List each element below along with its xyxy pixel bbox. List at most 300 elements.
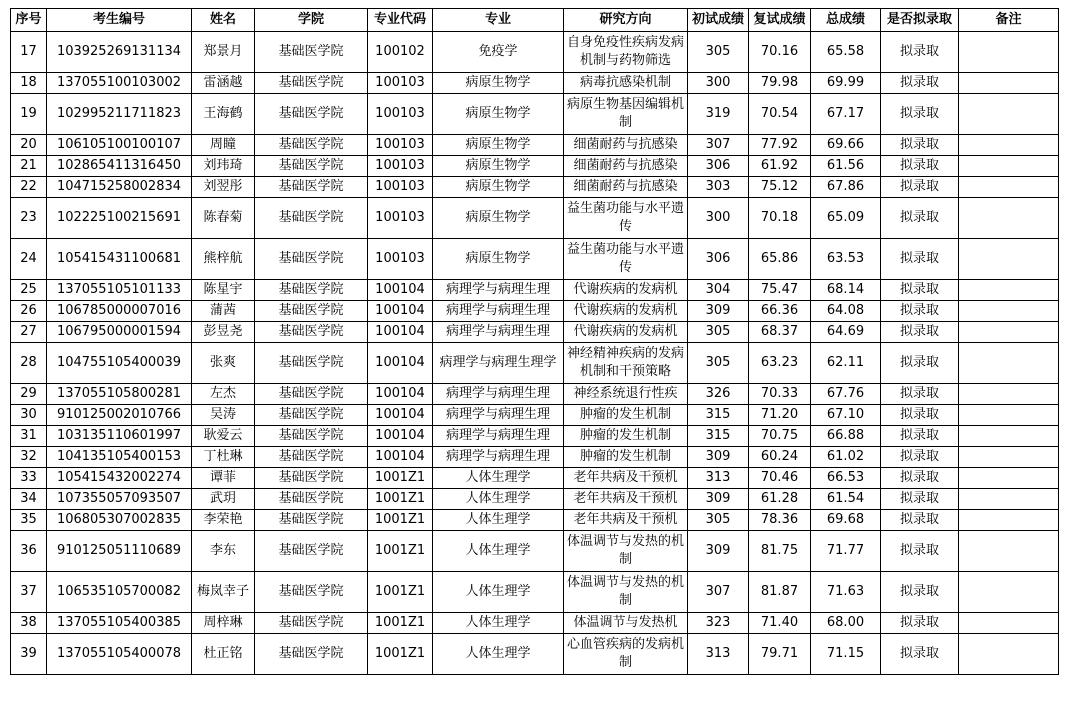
cell-no: 28 (11, 343, 47, 384)
header-cell-college: 学院 (255, 9, 368, 32)
cell-major: 人体生理学 (433, 572, 564, 613)
cell-total: 67.17 (811, 94, 881, 135)
cell-no: 36 (11, 531, 47, 572)
cell-major: 人体生理学 (433, 531, 564, 572)
cell-no: 18 (11, 73, 47, 94)
cell-direction: 细菌耐药与抗感染 (564, 156, 688, 177)
cell-id: 102995211711823 (47, 94, 192, 135)
cell-name: 刘翌彤 (192, 177, 255, 198)
cell-total: 69.66 (811, 135, 881, 156)
cell-total: 71.15 (811, 634, 881, 675)
cell-note (959, 239, 1059, 280)
header-cell-admit: 是否拟录取 (881, 9, 959, 32)
cell-retest: 61.92 (749, 156, 811, 177)
cell-admit: 拟录取 (881, 426, 959, 447)
cell-id: 106105100100107 (47, 135, 192, 156)
cell-prelim: 319 (688, 94, 749, 135)
cell-admit: 拟录取 (881, 405, 959, 426)
cell-no: 21 (11, 156, 47, 177)
cell-total: 67.86 (811, 177, 881, 198)
cell-college: 基础医学院 (255, 94, 368, 135)
cell-name: 王海鹤 (192, 94, 255, 135)
admission-table-container (10, 8, 1059, 675)
cell-note (959, 572, 1059, 613)
cell-college: 基础医学院 (255, 280, 368, 301)
cell-prelim: 315 (688, 426, 749, 447)
cell-name: 彭昱尧 (192, 322, 255, 343)
cell-major: 人体生理学 (433, 468, 564, 489)
cell-college: 基础医学院 (255, 239, 368, 280)
cell-major: 病原生物学 (433, 198, 564, 239)
cell-note (959, 322, 1059, 343)
cell-id: 105415432002274 (47, 468, 192, 489)
cell-no: 32 (11, 447, 47, 468)
header-cell-total: 总成绩 (811, 9, 881, 32)
cell-college: 基础医学院 (255, 405, 368, 426)
cell-total: 71.63 (811, 572, 881, 613)
table-row (11, 280, 1059, 301)
table-row (11, 426, 1059, 447)
cell-major: 人体生理学 (433, 510, 564, 531)
table-row (11, 447, 1059, 468)
cell-id: 103925269131134 (47, 32, 192, 73)
cell-prelim: 305 (688, 322, 749, 343)
cell-total: 61.02 (811, 447, 881, 468)
cell-prelim: 309 (688, 489, 749, 510)
cell-name: 武玥 (192, 489, 255, 510)
header-cell-direction: 研究方向 (564, 9, 688, 32)
cell-direction: 肿瘤的发生机制 (564, 405, 688, 426)
cell-total: 69.99 (811, 73, 881, 94)
cell-id: 106795000001594 (47, 322, 192, 343)
cell-college: 基础医学院 (255, 531, 368, 572)
cell-no: 38 (11, 613, 47, 634)
cell-name: 耿爱云 (192, 426, 255, 447)
cell-code: 100104 (368, 301, 433, 322)
cell-college: 基础医学院 (255, 613, 368, 634)
cell-admit: 拟录取 (881, 634, 959, 675)
cell-total: 61.56 (811, 156, 881, 177)
cell-code: 100103 (368, 135, 433, 156)
cell-code: 100103 (368, 156, 433, 177)
cell-major: 病理学与病理生理 (433, 384, 564, 405)
table-row (11, 531, 1059, 572)
cell-id: 137055105101133 (47, 280, 192, 301)
cell-college: 基础医学院 (255, 301, 368, 322)
cell-no: 24 (11, 239, 47, 280)
cell-admit: 拟录取 (881, 73, 959, 94)
cell-id: 137055105400385 (47, 613, 192, 634)
cell-total: 64.69 (811, 322, 881, 343)
table-row (11, 489, 1059, 510)
cell-major: 病理学与病理生理 (433, 322, 564, 343)
cell-college: 基础医学院 (255, 343, 368, 384)
table-row (11, 135, 1059, 156)
cell-prelim: 303 (688, 177, 749, 198)
cell-admit: 拟录取 (881, 135, 959, 156)
cell-direction: 肿瘤的发生机制 (564, 447, 688, 468)
cell-no: 17 (11, 32, 47, 73)
cell-id: 104755105400039 (47, 343, 192, 384)
cell-total: 65.09 (811, 198, 881, 239)
cell-no: 33 (11, 468, 47, 489)
cell-prelim: 304 (688, 280, 749, 301)
cell-major: 病理学与病理生理学 (433, 343, 564, 384)
cell-major: 免疫学 (433, 32, 564, 73)
cell-id: 106535105700082 (47, 572, 192, 613)
cell-admit: 拟录取 (881, 156, 959, 177)
cell-direction: 老年共病及干预机 (564, 468, 688, 489)
cell-total: 65.58 (811, 32, 881, 73)
cell-admit: 拟录取 (881, 384, 959, 405)
cell-retest: 68.37 (749, 322, 811, 343)
cell-direction: 老年共病及干预机 (564, 489, 688, 510)
cell-id: 910125051110689 (47, 531, 192, 572)
cell-college: 基础医学院 (255, 510, 368, 531)
cell-no: 22 (11, 177, 47, 198)
cell-major: 病理学与病理生理 (433, 426, 564, 447)
cell-id: 137055105800281 (47, 384, 192, 405)
cell-direction: 益生菌功能与水平遗传 (564, 239, 688, 280)
cell-retest: 63.23 (749, 343, 811, 384)
cell-retest: 75.12 (749, 177, 811, 198)
cell-admit: 拟录取 (881, 177, 959, 198)
cell-no: 35 (11, 510, 47, 531)
cell-admit: 拟录取 (881, 94, 959, 135)
table-row (11, 343, 1059, 384)
cell-admit: 拟录取 (881, 531, 959, 572)
cell-prelim: 305 (688, 343, 749, 384)
cell-major: 病原生物学 (433, 239, 564, 280)
cell-id: 105415431100681 (47, 239, 192, 280)
cell-direction: 体温调节与发热机 (564, 613, 688, 634)
cell-no: 26 (11, 301, 47, 322)
table-row (11, 468, 1059, 489)
cell-no: 31 (11, 426, 47, 447)
cell-retest: 81.75 (749, 531, 811, 572)
cell-retest: 71.20 (749, 405, 811, 426)
cell-note (959, 280, 1059, 301)
cell-direction: 神经系统退行性疾 (564, 384, 688, 405)
cell-college: 基础医学院 (255, 384, 368, 405)
cell-retest: 79.71 (749, 634, 811, 675)
cell-code: 100104 (368, 343, 433, 384)
cell-name: 左杰 (192, 384, 255, 405)
cell-total: 64.08 (811, 301, 881, 322)
table-row (11, 156, 1059, 177)
cell-prelim: 313 (688, 634, 749, 675)
cell-code: 1001Z1 (368, 489, 433, 510)
header-row (11, 9, 1059, 32)
cell-college: 基础医学院 (255, 489, 368, 510)
cell-prelim: 309 (688, 301, 749, 322)
cell-note (959, 384, 1059, 405)
cell-name: 陈春菊 (192, 198, 255, 239)
cell-college: 基础医学院 (255, 634, 368, 675)
cell-note (959, 32, 1059, 73)
cell-total: 68.14 (811, 280, 881, 301)
cell-major: 病原生物学 (433, 156, 564, 177)
cell-college: 基础医学院 (255, 426, 368, 447)
cell-admit: 拟录取 (881, 239, 959, 280)
cell-college: 基础医学院 (255, 572, 368, 613)
cell-no: 39 (11, 634, 47, 675)
cell-admit: 拟录取 (881, 468, 959, 489)
cell-admit: 拟录取 (881, 343, 959, 384)
cell-admit: 拟录取 (881, 198, 959, 239)
cell-name: 蒲茜 (192, 301, 255, 322)
cell-name: 周瞳 (192, 135, 255, 156)
cell-name: 周梓琳 (192, 613, 255, 634)
cell-note (959, 447, 1059, 468)
cell-no: 34 (11, 489, 47, 510)
cell-retest: 71.40 (749, 613, 811, 634)
cell-no: 29 (11, 384, 47, 405)
cell-note (959, 510, 1059, 531)
cell-total: 71.77 (811, 531, 881, 572)
cell-college: 基础医学院 (255, 135, 368, 156)
cell-direction: 细菌耐药与抗感染 (564, 177, 688, 198)
cell-direction: 老年共病及干预机 (564, 510, 688, 531)
cell-retest: 66.36 (749, 301, 811, 322)
cell-major: 人体生理学 (433, 489, 564, 510)
cell-total: 67.10 (811, 405, 881, 426)
table-row (11, 510, 1059, 531)
cell-prelim: 323 (688, 613, 749, 634)
cell-id: 137055105400078 (47, 634, 192, 675)
table-row (11, 322, 1059, 343)
header-cell-retest: 复试成绩 (749, 9, 811, 32)
cell-code: 1001Z1 (368, 634, 433, 675)
cell-retest: 75.47 (749, 280, 811, 301)
cell-code: 100103 (368, 239, 433, 280)
cell-no: 20 (11, 135, 47, 156)
cell-retest: 70.46 (749, 468, 811, 489)
admission-table (10, 8, 1059, 675)
cell-direction: 病原生物基因编辑机制 (564, 94, 688, 135)
cell-note (959, 426, 1059, 447)
cell-retest: 65.86 (749, 239, 811, 280)
cell-major: 人体生理学 (433, 634, 564, 675)
cell-prelim: 306 (688, 156, 749, 177)
cell-direction: 病毒抗感染机制 (564, 73, 688, 94)
cell-retest: 70.33 (749, 384, 811, 405)
cell-note (959, 177, 1059, 198)
cell-id: 137055100103002 (47, 73, 192, 94)
cell-major: 病原生物学 (433, 94, 564, 135)
cell-direction: 代谢疾病的发病机 (564, 322, 688, 343)
cell-code: 100104 (368, 426, 433, 447)
cell-prelim: 309 (688, 531, 749, 572)
cell-admit: 拟录取 (881, 613, 959, 634)
header-cell-major: 专业 (433, 9, 564, 32)
cell-total: 67.76 (811, 384, 881, 405)
cell-major: 病理学与病理生理 (433, 280, 564, 301)
cell-code: 1001Z1 (368, 572, 433, 613)
cell-total: 66.88 (811, 426, 881, 447)
cell-note (959, 94, 1059, 135)
cell-total: 66.53 (811, 468, 881, 489)
cell-admit: 拟录取 (881, 280, 959, 301)
cell-code: 100103 (368, 73, 433, 94)
cell-no: 37 (11, 572, 47, 613)
cell-name: 郑景月 (192, 32, 255, 73)
cell-note (959, 301, 1059, 322)
cell-retest: 78.36 (749, 510, 811, 531)
table-row (11, 301, 1059, 322)
cell-admit: 拟录取 (881, 301, 959, 322)
cell-prelim: 300 (688, 73, 749, 94)
cell-id: 106805307002835 (47, 510, 192, 531)
cell-direction: 自身免疫性疾病发病机制与药物筛选 (564, 32, 688, 73)
cell-direction: 体温调节与发热的机制 (564, 572, 688, 613)
table-row (11, 198, 1059, 239)
table-row (11, 613, 1059, 634)
cell-college: 基础医学院 (255, 468, 368, 489)
cell-retest: 60.24 (749, 447, 811, 468)
header-cell-code: 专业代码 (368, 9, 433, 32)
cell-major: 病原生物学 (433, 73, 564, 94)
cell-prelim: 326 (688, 384, 749, 405)
table-row (11, 73, 1059, 94)
cell-name: 谭菲 (192, 468, 255, 489)
header-cell-no: 序号 (11, 9, 47, 32)
cell-prelim: 305 (688, 510, 749, 531)
cell-retest: 70.75 (749, 426, 811, 447)
cell-total: 69.68 (811, 510, 881, 531)
cell-name: 梅岚幸子 (192, 572, 255, 613)
cell-id: 103135110601997 (47, 426, 192, 447)
header-cell-id: 考生编号 (47, 9, 192, 32)
cell-code: 1001Z1 (368, 468, 433, 489)
cell-admit: 拟录取 (881, 447, 959, 468)
cell-college: 基础医学院 (255, 322, 368, 343)
cell-note (959, 613, 1059, 634)
cell-note (959, 489, 1059, 510)
cell-admit: 拟录取 (881, 572, 959, 613)
cell-code: 1001Z1 (368, 531, 433, 572)
cell-no: 30 (11, 405, 47, 426)
cell-name: 李荣艳 (192, 510, 255, 531)
cell-retest: 79.98 (749, 73, 811, 94)
cell-code: 100103 (368, 198, 433, 239)
cell-admit: 拟录取 (881, 510, 959, 531)
cell-code: 100103 (368, 177, 433, 198)
cell-note (959, 531, 1059, 572)
cell-name: 陈星宇 (192, 280, 255, 301)
cell-no: 27 (11, 322, 47, 343)
cell-college: 基础医学院 (255, 177, 368, 198)
cell-retest: 70.18 (749, 198, 811, 239)
cell-major: 病理学与病理生理 (433, 405, 564, 426)
cell-name: 李东 (192, 531, 255, 572)
cell-no: 25 (11, 280, 47, 301)
cell-prelim: 305 (688, 32, 749, 73)
cell-direction: 体温调节与发热的机制 (564, 531, 688, 572)
cell-id: 910125002010766 (47, 405, 192, 426)
cell-direction: 肿瘤的发生机制 (564, 426, 688, 447)
cell-retest: 61.28 (749, 489, 811, 510)
cell-note (959, 135, 1059, 156)
cell-note (959, 343, 1059, 384)
cell-note (959, 73, 1059, 94)
cell-note (959, 198, 1059, 239)
cell-name: 丁杜琳 (192, 447, 255, 468)
cell-total: 61.54 (811, 489, 881, 510)
cell-code: 100104 (368, 280, 433, 301)
cell-admit: 拟录取 (881, 489, 959, 510)
cell-retest: 81.87 (749, 572, 811, 613)
cell-direction: 神经精神疾病的发病机制和干预策略 (564, 343, 688, 384)
cell-total: 63.53 (811, 239, 881, 280)
cell-prelim: 300 (688, 198, 749, 239)
cell-admit: 拟录取 (881, 322, 959, 343)
cell-code: 1001Z1 (368, 510, 433, 531)
table-row (11, 32, 1059, 73)
header-cell-name: 姓名 (192, 9, 255, 32)
cell-prelim: 315 (688, 405, 749, 426)
cell-code: 100104 (368, 405, 433, 426)
cell-direction: 代谢疾病的发病机 (564, 280, 688, 301)
cell-major: 病理学与病理生理 (433, 447, 564, 468)
table-row (11, 405, 1059, 426)
header-cell-prelim: 初试成绩 (688, 9, 749, 32)
header-cell-note: 备注 (959, 9, 1059, 32)
cell-id: 102865411316450 (47, 156, 192, 177)
cell-note (959, 468, 1059, 489)
cell-retest: 70.16 (749, 32, 811, 73)
cell-name: 刘玮琦 (192, 156, 255, 177)
cell-code: 100102 (368, 32, 433, 73)
cell-college: 基础医学院 (255, 32, 368, 73)
cell-total: 68.00 (811, 613, 881, 634)
table-row (11, 239, 1059, 280)
cell-retest: 70.54 (749, 94, 811, 135)
cell-college: 基础医学院 (255, 198, 368, 239)
table-row (11, 177, 1059, 198)
cell-direction: 心血管疾病的发病机制 (564, 634, 688, 675)
cell-admit: 拟录取 (881, 32, 959, 73)
cell-note (959, 634, 1059, 675)
cell-retest: 77.92 (749, 135, 811, 156)
cell-prelim: 307 (688, 572, 749, 613)
cell-code: 100103 (368, 94, 433, 135)
cell-code: 1001Z1 (368, 613, 433, 634)
cell-id: 107355057093507 (47, 489, 192, 510)
cell-code: 100104 (368, 384, 433, 405)
table-row (11, 384, 1059, 405)
cell-prelim: 306 (688, 239, 749, 280)
cell-prelim: 307 (688, 135, 749, 156)
cell-college: 基础医学院 (255, 73, 368, 94)
cell-college: 基础医学院 (255, 156, 368, 177)
cell-name: 张爽 (192, 343, 255, 384)
cell-prelim: 313 (688, 468, 749, 489)
cell-code: 100104 (368, 322, 433, 343)
table-row (11, 572, 1059, 613)
cell-direction: 益生菌功能与水平遗传 (564, 198, 688, 239)
cell-code: 100104 (368, 447, 433, 468)
cell-major: 病理学与病理生理 (433, 301, 564, 322)
cell-id: 106785000007016 (47, 301, 192, 322)
cell-major: 病原生物学 (433, 135, 564, 156)
cell-college: 基础医学院 (255, 447, 368, 468)
cell-id: 102225100215691 (47, 198, 192, 239)
cell-major: 病原生物学 (433, 177, 564, 198)
cell-name: 吴涛 (192, 405, 255, 426)
cell-prelim: 309 (688, 447, 749, 468)
cell-major: 人体生理学 (433, 613, 564, 634)
